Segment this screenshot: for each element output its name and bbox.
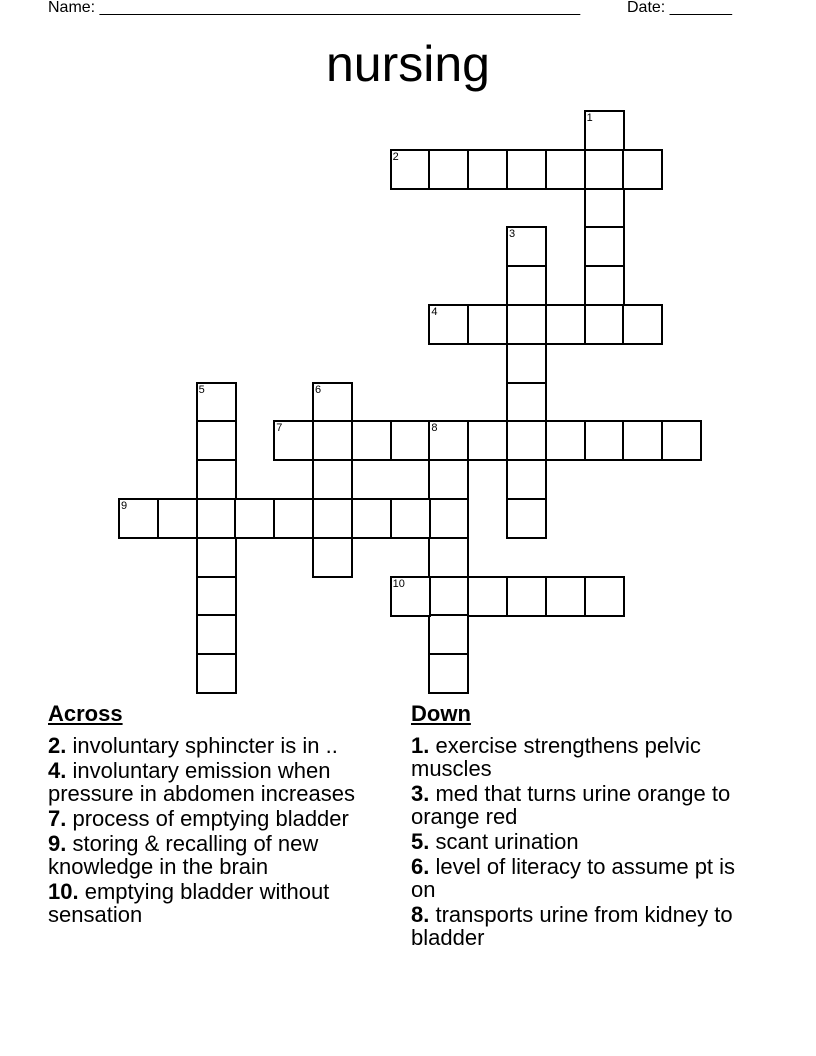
clue-across-9: 9. storing & recalling of new knowledge in the brain xyxy=(48,831,319,879)
clue-down-8: 8. transports urine from kidney to bladder xyxy=(411,902,733,950)
crossword-cell[interactable] xyxy=(428,498,469,539)
crossword-cell[interactable] xyxy=(196,382,237,423)
crossword-cell[interactable] xyxy=(467,149,508,190)
crossword-cell[interactable] xyxy=(428,576,469,617)
crossword-cell[interactable] xyxy=(467,576,508,617)
crossword-cell[interactable] xyxy=(196,459,237,500)
clue-number-label: 4 xyxy=(431,306,438,318)
clue-down-3: 3. med that turns urine orange to orange red xyxy=(411,781,731,829)
crossword-cell[interactable] xyxy=(506,149,547,190)
crossword-cell[interactable] xyxy=(506,226,547,267)
crossword-cell[interactable] xyxy=(467,420,508,461)
clue-number-label: 5 xyxy=(198,383,205,396)
crossword-cell[interactable] xyxy=(196,537,237,578)
crossword-cell[interactable] xyxy=(467,304,508,345)
crossword-cell[interactable] xyxy=(584,576,625,617)
clue-number-label: 2 xyxy=(392,150,399,163)
crossword-cell[interactable] xyxy=(428,537,469,578)
clue-number-label: 6 xyxy=(315,383,322,396)
crossword-cell[interactable] xyxy=(196,420,237,461)
crossword-cell[interactable] xyxy=(506,382,547,423)
clue-down-1: 1. exercise strengthens pelvic muscles xyxy=(411,733,701,781)
crossword-cell[interactable] xyxy=(196,614,237,655)
crossword-cell[interactable] xyxy=(622,304,663,345)
crossword-cell[interactable] xyxy=(584,110,625,151)
crossword-cell[interactable] xyxy=(390,420,431,461)
crossword-cell[interactable] xyxy=(273,420,314,461)
crossword-cell[interactable] xyxy=(157,498,198,539)
crossword-cell[interactable] xyxy=(506,498,547,539)
crossword-cell[interactable] xyxy=(118,498,159,539)
clue-number-label: 10 xyxy=(392,577,405,590)
clue-down-6: 6. level of literacy to assume pt is on xyxy=(411,854,736,902)
crossword-cell[interactable] xyxy=(312,420,353,461)
crossword-cell[interactable] xyxy=(428,459,469,500)
crossword-cell[interactable] xyxy=(545,420,586,461)
crossword-cell[interactable] xyxy=(312,537,353,578)
clue-number-label: 1 xyxy=(586,112,593,124)
crossword-cell[interactable] xyxy=(196,576,237,617)
crossword-cell[interactable] xyxy=(428,653,469,694)
crossword-cell[interactable] xyxy=(584,304,625,345)
crossword-cell[interactable] xyxy=(428,420,469,461)
crossword-cell[interactable] xyxy=(506,343,547,384)
crossword-cell[interactable] xyxy=(506,459,547,500)
crossword-cell[interactable] xyxy=(545,304,586,345)
clue-number-label: 9 xyxy=(121,500,128,512)
clue-number-label: 7 xyxy=(276,422,283,435)
crossword-cell[interactable] xyxy=(390,576,431,617)
crossword-cell[interactable] xyxy=(584,265,625,306)
crossword-cell[interactable] xyxy=(196,653,237,694)
crossword-cell[interactable] xyxy=(622,149,663,190)
crossword-cell[interactable] xyxy=(312,382,353,423)
crossword-cell[interactable] xyxy=(584,188,625,229)
crossword-cell[interactable] xyxy=(506,265,547,306)
crossword-cell[interactable] xyxy=(661,420,702,461)
down-heading: Down xyxy=(411,701,471,726)
crossword-cell[interactable] xyxy=(584,226,625,267)
clue-across-4: 4. involuntary emission when pressure in abdomen increases xyxy=(48,758,355,806)
crossword-cell[interactable] xyxy=(506,420,547,461)
crossword-cell[interactable] xyxy=(506,576,547,617)
name-field-label[interactable]: Name: ______________________________________________________ xyxy=(48,0,581,16)
crossword-cell[interactable] xyxy=(312,498,353,539)
crossword-cell[interactable] xyxy=(428,614,469,655)
clue-number-label: 3 xyxy=(509,228,516,241)
crossword-cell[interactable] xyxy=(622,420,663,461)
crossword-cell[interactable] xyxy=(428,304,469,345)
crossword-cell[interactable] xyxy=(312,459,353,500)
crossword-cell[interactable] xyxy=(428,149,469,190)
clue-down-5: 5. scant urination xyxy=(411,829,579,854)
crossword-cell[interactable] xyxy=(234,498,275,539)
down-clues xyxy=(411,700,751,951)
crossword-cell[interactable] xyxy=(351,498,392,539)
crossword-cell[interactable] xyxy=(545,149,586,190)
crossword-cell[interactable] xyxy=(545,576,586,617)
page-title: nursing xyxy=(326,36,490,92)
crossword-cell[interactable] xyxy=(506,304,547,345)
crossword-cell[interactable] xyxy=(390,149,431,190)
crossword-cell[interactable] xyxy=(351,420,392,461)
across-clues xyxy=(48,700,398,928)
across-heading: Across xyxy=(48,701,123,726)
crossword-cell[interactable] xyxy=(390,498,431,539)
clue-across-10: 10. emptying bladder without sensation xyxy=(48,879,330,927)
date-field-label[interactable]: Date: _______ xyxy=(627,0,732,16)
crossword-cell[interactable] xyxy=(584,420,625,461)
clue-across-7: 7. process of emptying bladder xyxy=(48,806,349,831)
clue-number-label: 8 xyxy=(431,422,438,435)
clue-across-2: 2. involuntary sphincter is in .. xyxy=(48,733,338,758)
crossword-cell[interactable] xyxy=(196,498,237,539)
crossword-cell[interactable] xyxy=(584,149,625,190)
crossword-cell[interactable] xyxy=(273,498,314,539)
